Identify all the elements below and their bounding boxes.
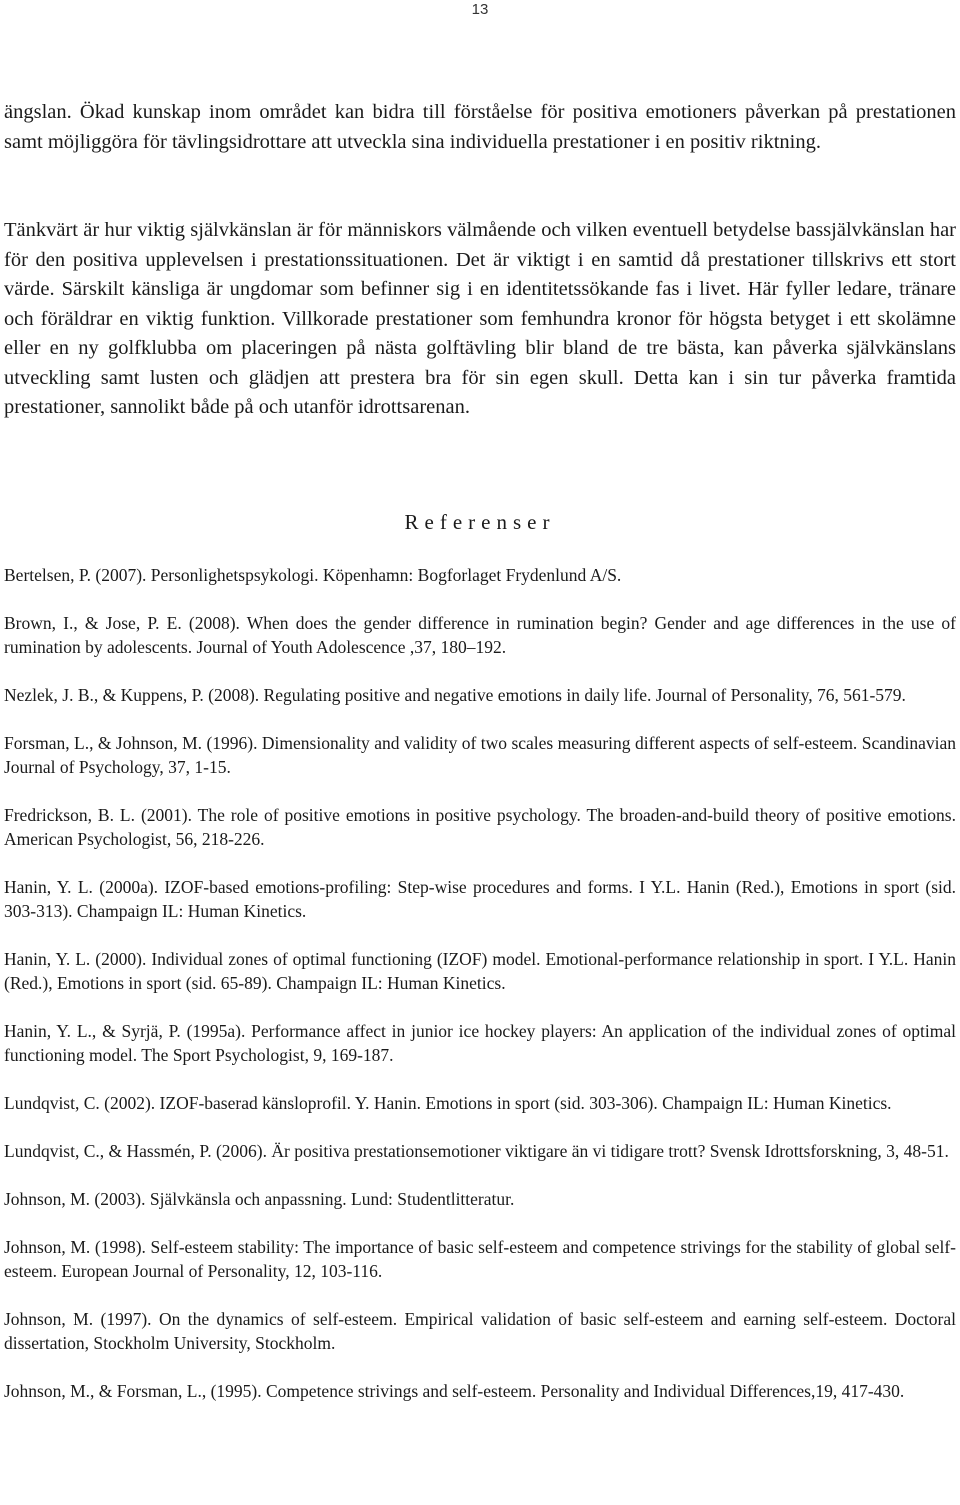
reference-item: Bertelsen, P. (2007). Personlighetspsykologi. Köpenhamn: Bogforlaget Frydenlund A/S. [4,565,622,585]
reference-item: Johnson, M. (1997). On the dynamics of self-esteem. Empirical validation of basic self-esteem and earning self-esteem. Doctoral dissertation, Stockholm University, Stockholm. [4,1309,956,1353]
references-heading: Referenser [404,510,556,534]
reference-item: Hanin, Y. L. (2000a). IZOF-based emotions-profiling: Step-wise procedures and forms. I Y.L. Hanin (Red.), Emotions in sport (sid. 303-313). Champaign IL: Human Kinetics. [4,877,956,921]
reference-item: Lundqvist, C. (2002). IZOF-baserad känsloprofil. Y. Hanin. Emotions in sport (sid. 303-306). Champaign IL: Human Kinetics. [4,1093,892,1113]
reference-item: Forsman, L., & Johnson, M. (1996). Dimensionality and validity of two scales measuring different aspects of self-esteem. Scandinavian Journal of Psychology, 37, 1-15. [4,733,956,777]
body-paragraph-2: Tänkvärt är hur viktig självkänslan är för människors välmående och vilken eventuell betydelse bassjälvkänslan har för den positiva upplevelsen i prestationssituationen. Det är viktigt i en samtid då prestationer tillskrivs ett stort värde. Särskilt känsliga är ungdomar som befinner sig i en identitetssökande fas i livet. Här fyller ledare, tränare och föräldrar en viktig funktion. Villkorade prestationer som femhundra kronor för högsta betyget i ett skolämne eller en ny golfklubba om placeringen på nästa golftävling blir bland de tre bästa, kan påverka självkänslans utveckling samt lusten och glädjen att prestera bra för sin egen skull. Detta kan i sin tur påverka framtida prestationer, sannolikt både på och utanför idrottsarenan. [4,219,956,418]
reference-item: Brown, I., & Jose, P. E. (2008). When does the gender difference in rumination begin? Gender and age differences in the use of rumination by adolescents. Journal of Youth Adolescence ,37, 180–192. [4,613,956,657]
reference-item: Johnson, M. (2003). Självkänsla och anpassning. Lund: Studentlitteratur. [4,1189,515,1209]
reference-item: Hanin, Y. L. (2000). Individual zones of optimal functioning (IZOF) model. Emotional-performance relationship in sport. I Y.L. Hanin (Red.), Emotions in sport (sid. 65-89). Champaign IL: Human Kinetics. [4,949,956,993]
page-number: 13 [471,1,489,18]
reference-item: Johnson, M., & Forsman, L., (1995). Competence strivings and self-esteem. Personality and Individual Differences,19, 417-430. [4,1381,905,1401]
reference-list [4,563,956,1427]
reference-item: Lundqvist, C., & Hassmén, P. (2006). Är positiva prestationsemotioner viktigare än vi tidigare trott? Svensk Idrottsforskning, 3, 48-51. [4,1141,949,1161]
body-paragraph-1: ängslan. Ökad kunskap inom området kan bidra till förståelse för positiva emotioners påverkan på prestationen samt möjliggöra för tävlingsidrottare att utveckla sina individuella prestationer i en positiv riktning. [4,101,956,153]
reference-item: Fredrickson, B. L. (2001). The role of positive emotions in positive psychology. The broaden-and-build theory of positive emotions. American Psychologist, 56, 218-226. [4,805,956,849]
reference-item: Nezlek, J. B., & Kuppens, P. (2008). Regulating positive and negative emotions in daily life. Journal of Personality, 76, 561-579. [4,685,906,705]
reference-item: Johnson, M. (1998). Self-esteem stability: The importance of basic self-esteem and competence strivings for the stability of global self-esteem. European Journal of Personality, 12, 103-116. [4,1237,956,1281]
reference-item: Hanin, Y. L., & Syrjä, P. (1995a). Performance affect in junior ice hockey players: An application of the individual zones of optimal functioning model. The Sport Psychologist, 9, 169-187. [4,1021,956,1065]
